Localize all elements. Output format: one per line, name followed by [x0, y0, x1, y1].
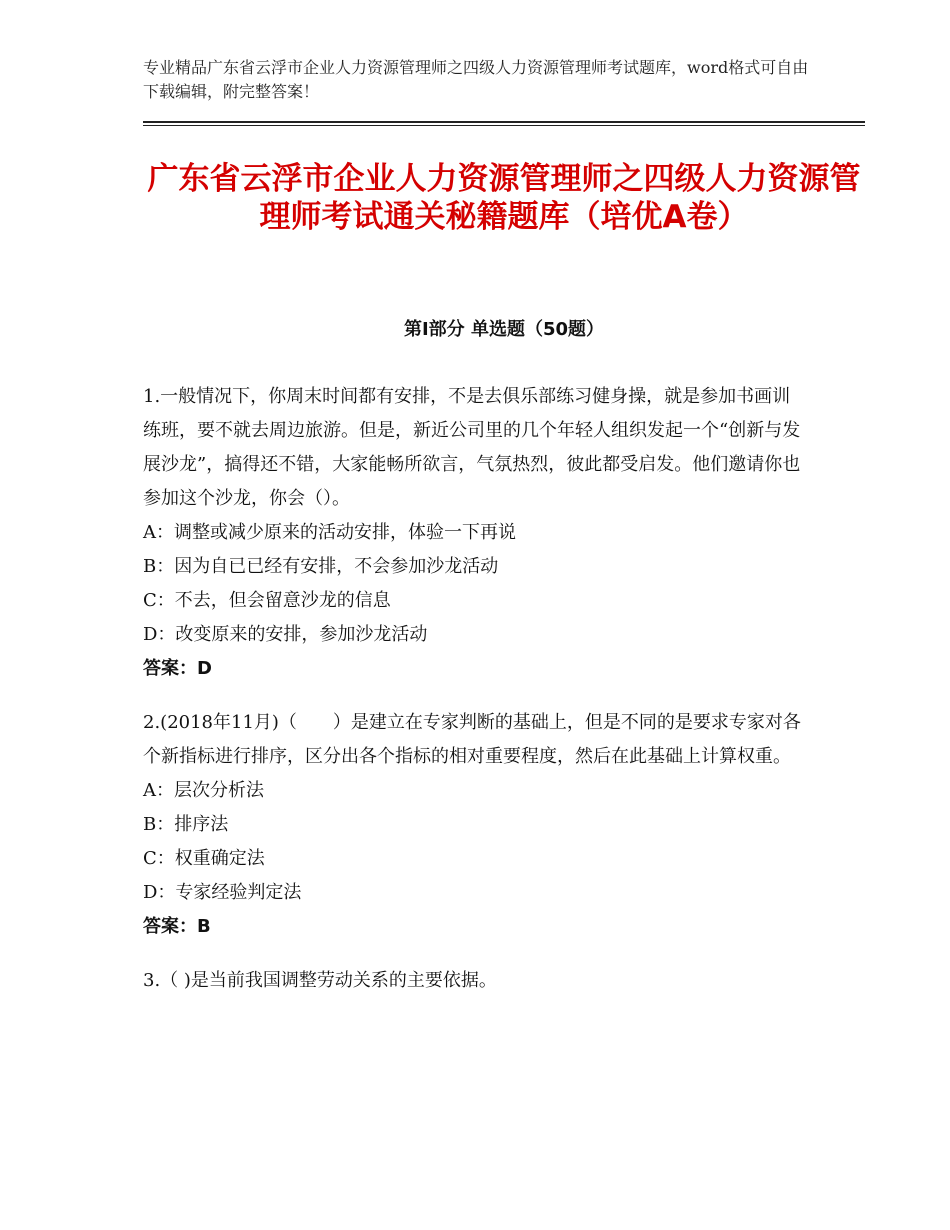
section-title: 第Ⅰ部分 单选题（50题） [403, 319, 604, 340]
header-note: 专业精品广东省云浮市企业人力资源管理师之四级人力资源管理师考试题库，word格式可自由下载编辑，附完整答案！ [143, 58, 809, 101]
question-stem: 1.一般情况下，你周末时间都有安排，不是去俱乐部练习健身操，就是参加书画训练班，要不就去周边旅游。但是，新近公司里的几个年轻人组织发起一个“创新与发展沙龙”，搞得还不错，大家能畅所欲言，气氛热烈，彼此都受启发。他们邀请你也参加这个沙龙，你会（）。 [143, 386, 801, 509]
option-c: C：权重确定法 [143, 848, 265, 869]
header-divider-thin [143, 125, 865, 126]
answer: 答案：D [143, 658, 212, 679]
question-3 [143, 964, 803, 998]
option-d: D：改变原来的安排，参加沙龙活动 [143, 624, 428, 645]
option-c: C：不去，但会留意沙龙的信息 [143, 590, 391, 611]
question-stem: 3.（ )是当前我国调整劳动关系的主要依据。 [143, 970, 497, 991]
question-1 [143, 380, 803, 686]
option-b: B：排序法 [143, 814, 229, 835]
answer: 答案：B [143, 916, 211, 937]
question-2 [143, 706, 803, 944]
option-b: B：因为自已已经有安排，不会参加沙龙活动 [143, 556, 499, 577]
question-stem: 2.(2018年11月)（ ）是建立在专家判断的基础上，但是不同的是要求专家对各个新指标进行排序，区分出各个指标的相对重要程度，然后在此基础上计算权重。 [143, 712, 801, 767]
header-divider [143, 121, 865, 123]
option-a: A：层次分析法 [143, 780, 264, 801]
option-a: A：调整或减少原来的活动安排，体验一下再说 [143, 522, 516, 543]
option-d: D：专家经验判定法 [143, 882, 302, 903]
document-title: 广东省云浮市企业人力资源管理师之四级人力资源管理师考试通关秘籍题库（培优A卷） [147, 161, 861, 235]
question-list [143, 380, 803, 1018]
